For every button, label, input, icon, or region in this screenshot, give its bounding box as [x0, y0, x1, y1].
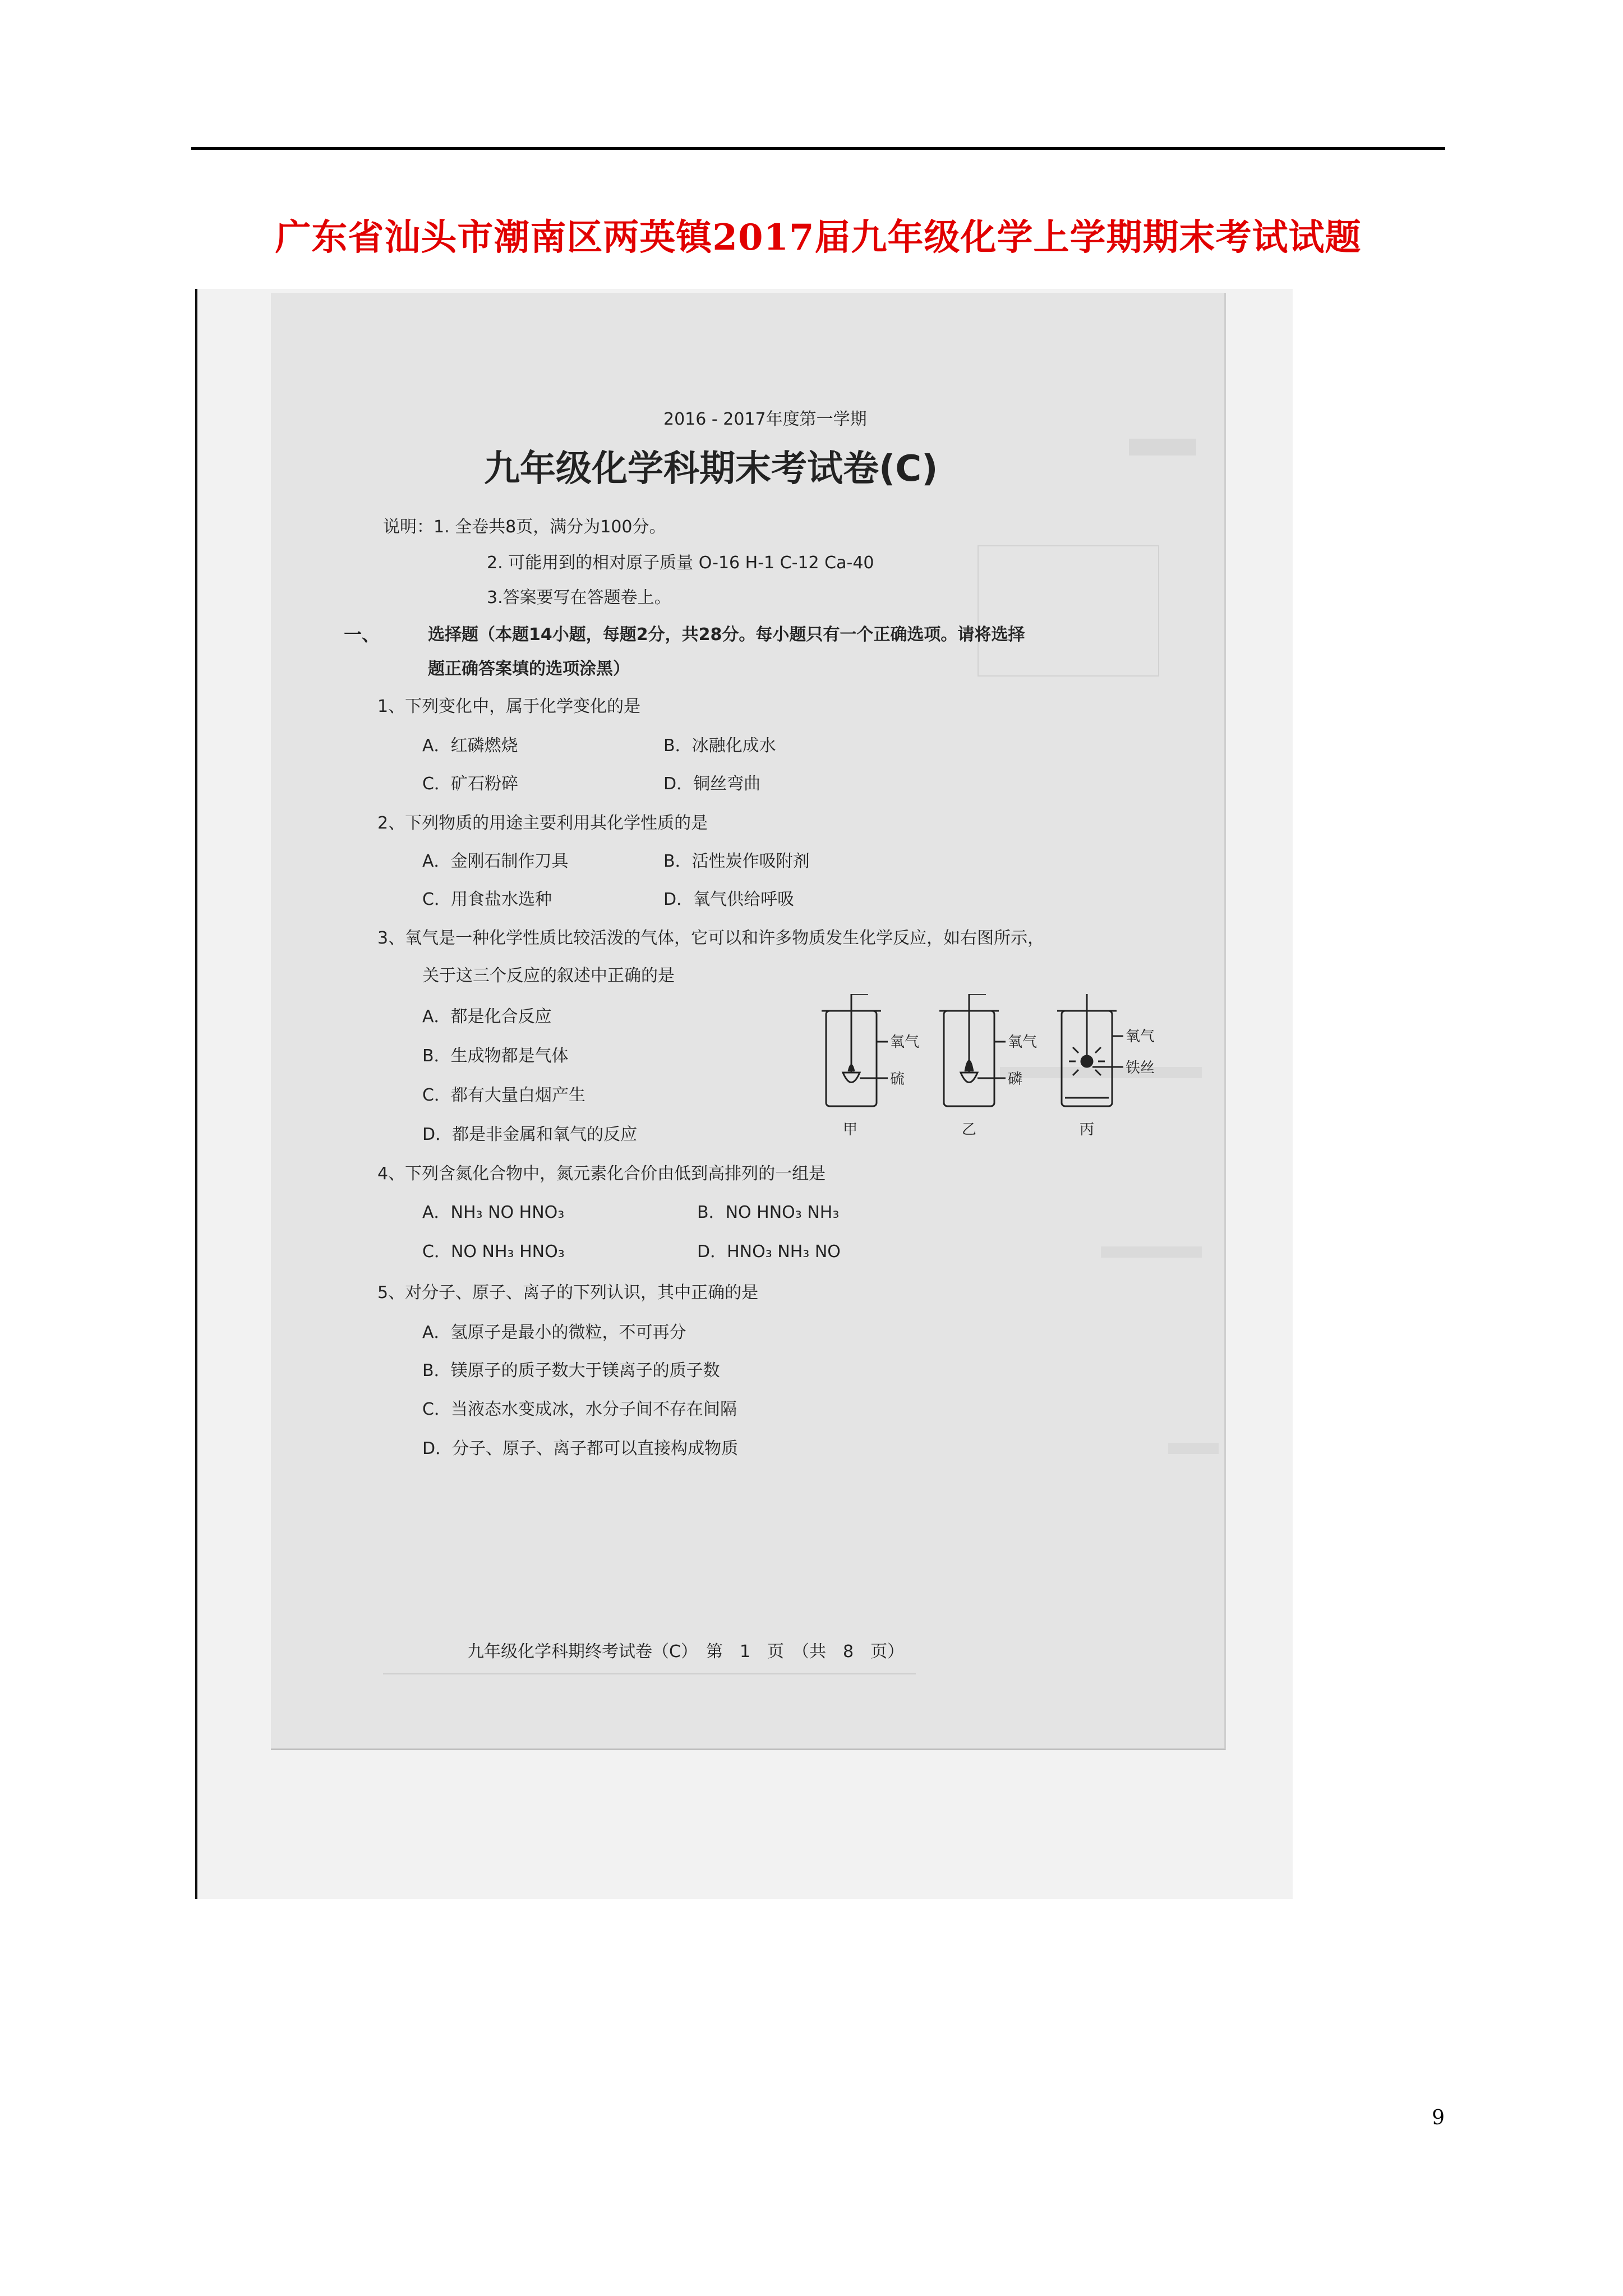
header-rule	[191, 147, 1445, 150]
jar-3-caption: 丙	[1080, 1121, 1095, 1138]
q3-stem-continued: 关于这三个反应的叙述中正确的是	[422, 966, 675, 986]
q4-option-b: B．NO HNO₃ NH₃	[697, 1203, 840, 1222]
q5-option-b: B．镁原子的质子数大于镁离子的质子数	[422, 1361, 720, 1381]
exam-term: 2016 - 2017年度第一学期	[663, 409, 867, 429]
jar-3-gas-label: 氧气	[1126, 1028, 1155, 1045]
q3-option-d: D．都是非金属和氧气的反应	[422, 1125, 638, 1144]
exam-paper-scan	[271, 293, 1226, 1750]
q1-option-b: B．冰融化成水	[663, 736, 776, 756]
exam-title: 九年级化学科期末考试卷(C)	[484, 448, 938, 490]
jar-3-substance-label: 铁丝	[1126, 1060, 1155, 1076]
jar-3-iron-wire	[1057, 994, 1123, 1106]
q3-option-c: C．都有大量白烟产生	[422, 1085, 585, 1105]
note-2: 2. 可能用到的相对原子质量 O-16 H-1 C-12 Ca-40	[487, 553, 874, 573]
page-number: 9	[1432, 2106, 1445, 2129]
jar-1-gas-label: 氧气	[890, 1034, 920, 1051]
jar-1-sulfur	[822, 994, 888, 1106]
q3-option-a: A．都是化合反应	[422, 1007, 552, 1027]
q2-stem: 2、下列物质的用途主要利用其化学性质的是	[377, 813, 708, 833]
q4-stem: 4、下列含氮化合物中，氮元素化合价由低到高排列的一组是	[377, 1164, 826, 1184]
exam-footer: 九年级化学科期终考试卷（C） 第 1 页 （共 8 页）	[467, 1642, 905, 1662]
q4-option-d: D．HNO₃ NH₃ NO	[697, 1242, 841, 1262]
note-1: 说明：1. 全卷共8页，满分为100分。	[383, 517, 666, 537]
q2-option-d: D．氧气供给呼吸	[663, 890, 795, 909]
q1-option-d: D．铜丝弯曲	[663, 774, 761, 794]
q5-option-a: A．氢原子是最小的微粒，不可再分	[422, 1323, 686, 1342]
q5-option-c: C．当液态水变成冰，水分子间不存在间隔	[422, 1400, 737, 1419]
jar-1-substance-label: 硫	[890, 1071, 905, 1088]
gas-jar-figure	[809, 994, 1157, 1162]
section-title: 选择题（本题14小题，每题2分，共28分。每小题只有一个正确选项。请将选择	[428, 625, 1025, 645]
note-3: 3.答案要写在答题卷上。	[487, 588, 671, 608]
section-title-continued: 题正确答案填的选项涂黑）	[428, 659, 630, 679]
q5-option-d: D．分子、原子、离子都可以直接构成物质	[422, 1439, 739, 1458]
q1-option-c: C．矿石粉碎	[422, 774, 518, 794]
q3-stem: 3、氧气是一种化学性质比较活泼的气体，它可以和许多物质发生化学反应，如右图所示，	[377, 928, 1045, 948]
q1-stem: 1、下列变化中，属于化学变化的是	[377, 697, 641, 716]
q4-option-c: C．NO NH₃ HNO₃	[422, 1242, 565, 1262]
jar-2-phosphorus	[939, 994, 1006, 1106]
document-title: 广东省汕头市潮南区两英镇2017届九年级化学上学期期末考试试题	[275, 217, 1362, 259]
jar-2-gas-label: 氧气	[1008, 1034, 1038, 1051]
jar-1-caption: 甲	[843, 1121, 858, 1138]
q2-option-b: B．活性炭作吸附剂	[663, 852, 810, 871]
q2-option-a: A．金刚石制作刀具	[422, 852, 569, 871]
q3-option-b: B．生成物都是气体	[422, 1046, 569, 1066]
q2-option-c: C．用食盐水选种	[422, 890, 552, 909]
jar-2-caption: 乙	[962, 1121, 977, 1138]
scan-edge-line	[195, 289, 197, 1899]
q4-option-a: A．NH₃ NO HNO₃	[422, 1203, 565, 1222]
q5-stem: 5、对分子、原子、离子的下列认识，其中正确的是	[377, 1283, 759, 1303]
section-number: 一、	[344, 624, 380, 645]
q1-option-a: A．红磷燃烧	[422, 736, 518, 756]
jar-2-substance-label: 磷	[1008, 1071, 1023, 1088]
